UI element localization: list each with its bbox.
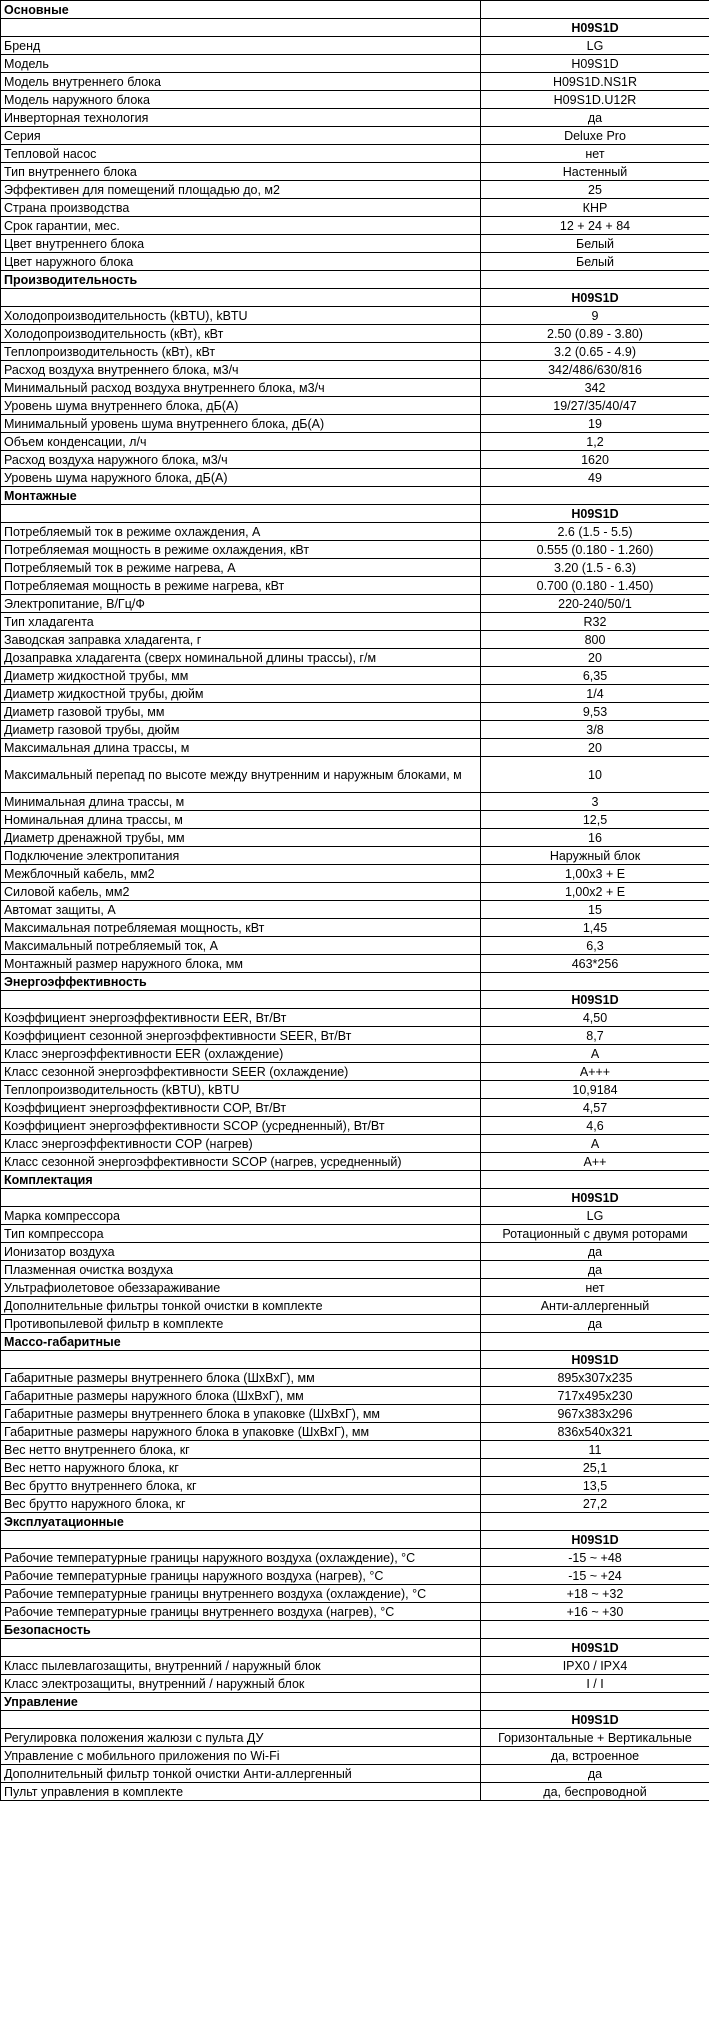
spec-name-cell: Диаметр жидкостной трубы, дюйм bbox=[1, 685, 481, 703]
spec-name-cell: Цвет внутреннего блока bbox=[1, 235, 481, 253]
spec-value-cell: Белый bbox=[481, 253, 709, 271]
spec-name-cell: Холодопроизводительность (kBTU), kBTU bbox=[1, 307, 481, 325]
spec-row bbox=[1, 739, 709, 757]
spec-value-cell: 895x307x235 bbox=[481, 1369, 709, 1387]
spec-value-cell: 1/4 bbox=[481, 685, 709, 703]
spec-value-cell: 3.20 (1.5 - 6.3) bbox=[481, 559, 709, 577]
spec-name-cell: Ультрафиолетовое обеззараживание bbox=[1, 1279, 481, 1297]
spec-row bbox=[1, 181, 709, 199]
section-header-row bbox=[1, 1513, 709, 1531]
spec-name-cell: Максимальная потребляемая мощность, кВт bbox=[1, 919, 481, 937]
spec-name-cell: Межблочный кабель, мм2 bbox=[1, 865, 481, 883]
spec-row bbox=[1, 829, 709, 847]
model-header-cell: H09S1D bbox=[481, 1711, 709, 1729]
section-header-empty-cell bbox=[481, 973, 709, 991]
spec-name-cell: Минимальный уровень шума внутреннего блока, дБ(А) bbox=[1, 415, 481, 433]
section-header-empty-cell bbox=[481, 1, 709, 19]
section-title: Эксплуатационные bbox=[1, 1513, 481, 1531]
spec-value-cell: Ротационный с двумя роторами bbox=[481, 1225, 709, 1243]
spec-row bbox=[1, 1243, 709, 1261]
spec-name-cell: Уровень шума наружного блока, дБ(А) bbox=[1, 469, 481, 487]
spec-value-cell: 463*256 bbox=[481, 955, 709, 973]
section-header-empty-cell bbox=[481, 271, 709, 289]
model-header-cell: H09S1D bbox=[481, 1639, 709, 1657]
spec-row bbox=[1, 1567, 709, 1585]
spec-row bbox=[1, 1765, 709, 1783]
spec-value-cell: нет bbox=[481, 145, 709, 163]
spec-row bbox=[1, 1225, 709, 1243]
section-header-empty-cell bbox=[481, 1513, 709, 1531]
spec-value-cell: да bbox=[481, 1261, 709, 1279]
spec-value-cell: 20 bbox=[481, 649, 709, 667]
spec-value-cell: 4,57 bbox=[481, 1099, 709, 1117]
spec-name-cell: Вес брутто наружного блока, кг bbox=[1, 1495, 481, 1513]
model-header-empty-cell bbox=[1, 1711, 481, 1729]
spec-value-cell: H09S1D.U12R bbox=[481, 91, 709, 109]
model-header-row bbox=[1, 19, 709, 37]
spec-row bbox=[1, 1675, 709, 1693]
spec-row bbox=[1, 721, 709, 739]
spec-value-cell: 25,1 bbox=[481, 1459, 709, 1477]
spec-name-cell: Рабочие температурные границы наружного воздуха (нагрев), °C bbox=[1, 1567, 481, 1585]
section-header-empty-cell bbox=[481, 1171, 709, 1189]
spec-name-cell: Заводская заправка хладагента, г bbox=[1, 631, 481, 649]
spec-row bbox=[1, 1783, 709, 1801]
spec-name-cell: Потребляемый ток в режиме нагрева, А bbox=[1, 559, 481, 577]
spec-row bbox=[1, 523, 709, 541]
spec-value-cell: да, встроенное bbox=[481, 1747, 709, 1765]
spec-name-cell: Тепловой насос bbox=[1, 145, 481, 163]
spec-name-cell: Коэффициент сезонной энергоэффективности SEER, Вт/Вт bbox=[1, 1027, 481, 1045]
spec-value-cell: 12,5 bbox=[481, 811, 709, 829]
spec-row bbox=[1, 649, 709, 667]
spec-row bbox=[1, 919, 709, 937]
spec-value-cell: 1,45 bbox=[481, 919, 709, 937]
model-header-row bbox=[1, 505, 709, 523]
spec-value-cell: 9,53 bbox=[481, 703, 709, 721]
spec-name-cell: Диаметр дренажной трубы, мм bbox=[1, 829, 481, 847]
model-header-cell: H09S1D bbox=[481, 505, 709, 523]
model-header-empty-cell bbox=[1, 505, 481, 523]
spec-row bbox=[1, 451, 709, 469]
spec-row bbox=[1, 253, 709, 271]
spec-row bbox=[1, 1747, 709, 1765]
spec-name-cell: Вес нетто наружного блока, кг bbox=[1, 1459, 481, 1477]
spec-name-cell: Потребляемая мощность в режиме нагрева, кВт bbox=[1, 577, 481, 595]
spec-value-cell: да bbox=[481, 1243, 709, 1261]
spec-row bbox=[1, 1117, 709, 1135]
spec-name-cell: Теплопроизводительность (кВт), кВт bbox=[1, 343, 481, 361]
spec-name-cell: Эффективен для помещений площадью до, м2 bbox=[1, 181, 481, 199]
section-header-row bbox=[1, 973, 709, 991]
spec-row bbox=[1, 217, 709, 235]
spec-name-cell: Автомат защиты, А bbox=[1, 901, 481, 919]
spec-value-cell: H09S1D bbox=[481, 55, 709, 73]
spec-name-cell: Уровень шума внутреннего блока, дБ(А) bbox=[1, 397, 481, 415]
spec-name-cell: Тип компрессора bbox=[1, 1225, 481, 1243]
model-header-cell: H09S1D bbox=[481, 991, 709, 1009]
spec-name-cell: Коэффициент энергоэффективности EER, Вт/Вт bbox=[1, 1009, 481, 1027]
spec-row bbox=[1, 1585, 709, 1603]
spec-row bbox=[1, 1423, 709, 1441]
spec-value-cell: да bbox=[481, 109, 709, 127]
spec-row bbox=[1, 631, 709, 649]
spec-value-cell: 12 + 24 + 84 bbox=[481, 217, 709, 235]
model-header-empty-cell bbox=[1, 1531, 481, 1549]
spec-name-cell: Класс электрозащиты, внутренний / наружный блок bbox=[1, 1675, 481, 1693]
spec-name-cell: Рабочие температурные границы внутреннего воздуха (нагрев), °C bbox=[1, 1603, 481, 1621]
spec-name-cell: Модель внутреннего блока bbox=[1, 73, 481, 91]
spec-row bbox=[1, 541, 709, 559]
spec-value-cell: 11 bbox=[481, 1441, 709, 1459]
spec-value-cell: 49 bbox=[481, 469, 709, 487]
spec-value-cell: 1,2 bbox=[481, 433, 709, 451]
spec-value-cell: 8,7 bbox=[481, 1027, 709, 1045]
spec-name-cell: Габаритные размеры наружного блока (ШхВхГ), мм bbox=[1, 1387, 481, 1405]
section-header-row bbox=[1, 1, 709, 19]
spec-name-cell: Управление с мобильного приложения по Wi-Fi bbox=[1, 1747, 481, 1765]
spec-row bbox=[1, 847, 709, 865]
spec-value-cell: 1620 bbox=[481, 451, 709, 469]
spec-name-cell: Диаметр газовой трубы, дюйм bbox=[1, 721, 481, 739]
section-header-empty-cell bbox=[481, 1693, 709, 1711]
spec-row bbox=[1, 235, 709, 253]
spec-value-cell: 0.555 (0.180 - 1.260) bbox=[481, 541, 709, 559]
spec-row bbox=[1, 1063, 709, 1081]
spec-name-cell: Расход воздуха наружного блока, м3/ч bbox=[1, 451, 481, 469]
spec-name-cell: Диаметр жидкостной трубы, мм bbox=[1, 667, 481, 685]
model-header-cell: H09S1D bbox=[481, 1189, 709, 1207]
spec-name-cell: Силовой кабель, мм2 bbox=[1, 883, 481, 901]
spec-row bbox=[1, 1495, 709, 1513]
spec-row bbox=[1, 1459, 709, 1477]
spec-name-cell: Рабочие температурные границы внутреннего воздуха (охлаждение), °C bbox=[1, 1585, 481, 1603]
spec-row bbox=[1, 199, 709, 217]
spec-row bbox=[1, 1081, 709, 1099]
model-header-cell: H09S1D bbox=[481, 19, 709, 37]
model-header-row bbox=[1, 1639, 709, 1657]
spec-value-cell: IPX0 / IPX4 bbox=[481, 1657, 709, 1675]
spec-value-cell: 6,35 bbox=[481, 667, 709, 685]
spec-name-cell: Страна производства bbox=[1, 199, 481, 217]
spec-value-cell: 9 bbox=[481, 307, 709, 325]
model-header-empty-cell bbox=[1, 1351, 481, 1369]
section-header-row bbox=[1, 1693, 709, 1711]
spec-row bbox=[1, 1549, 709, 1567]
spec-row bbox=[1, 577, 709, 595]
spec-name-cell: Плазменная очистка воздуха bbox=[1, 1261, 481, 1279]
spec-value-cell: +18 ~ +32 bbox=[481, 1585, 709, 1603]
spec-value-cell: 220-240/50/1 bbox=[481, 595, 709, 613]
spec-row bbox=[1, 397, 709, 415]
spec-name-cell: Рабочие температурные границы наружного воздуха (охлаждение), °C bbox=[1, 1549, 481, 1567]
spec-row bbox=[1, 1207, 709, 1225]
spec-name-cell: Бренд bbox=[1, 37, 481, 55]
spec-row bbox=[1, 703, 709, 721]
spec-value-cell: 717x495x230 bbox=[481, 1387, 709, 1405]
spec-name-cell: Класс пылевлагозащиты, внутренний / наружный блок bbox=[1, 1657, 481, 1675]
spec-name-cell: Серия bbox=[1, 127, 481, 145]
spec-name-cell: Регулировка положения жалюзи с пульта ДУ bbox=[1, 1729, 481, 1747]
spec-row bbox=[1, 145, 709, 163]
model-header-empty-cell bbox=[1, 289, 481, 307]
spec-name-cell: Противопылевой фильтр в комплекте bbox=[1, 1315, 481, 1333]
spec-value-cell: КНР bbox=[481, 199, 709, 217]
section-title: Комплектация bbox=[1, 1171, 481, 1189]
model-header-row bbox=[1, 1189, 709, 1207]
spec-value-cell: 2.6 (1.5 - 5.5) bbox=[481, 523, 709, 541]
spec-row bbox=[1, 37, 709, 55]
spec-row bbox=[1, 73, 709, 91]
spec-value-cell: 25 bbox=[481, 181, 709, 199]
spec-row bbox=[1, 1405, 709, 1423]
spec-name-cell: Максимальная длина трассы, м bbox=[1, 739, 481, 757]
spec-row bbox=[1, 163, 709, 181]
spec-row bbox=[1, 1261, 709, 1279]
spec-name-cell: Срок гарантии, мес. bbox=[1, 217, 481, 235]
spec-value-cell: A+++ bbox=[481, 1063, 709, 1081]
spec-name-cell: Монтажный размер наружного блока, мм bbox=[1, 955, 481, 973]
spec-name-cell: Максимальный потребляемый ток, А bbox=[1, 937, 481, 955]
model-header-empty-cell bbox=[1, 991, 481, 1009]
spec-name-cell: Дополнительный фильтр тонкой очистки Анти-аллергенный bbox=[1, 1765, 481, 1783]
spec-row bbox=[1, 1153, 709, 1171]
spec-value-cell: Наружный блок bbox=[481, 847, 709, 865]
spec-row bbox=[1, 1657, 709, 1675]
spec-name-cell: Дозаправка хладагента (сверх номинальной длины трассы), г/м bbox=[1, 649, 481, 667]
spec-value-cell: 13,5 bbox=[481, 1477, 709, 1495]
section-header-row bbox=[1, 1621, 709, 1639]
spec-value-cell: 19 bbox=[481, 415, 709, 433]
model-header-empty-cell bbox=[1, 1189, 481, 1207]
section-header-empty-cell bbox=[481, 1333, 709, 1351]
spec-value-cell: 836x540x321 bbox=[481, 1423, 709, 1441]
section-header-empty-cell bbox=[481, 487, 709, 505]
spec-name-cell: Марка компрессора bbox=[1, 1207, 481, 1225]
spec-name-cell: Холодопроизводительность (кВт), кВт bbox=[1, 325, 481, 343]
spec-value-cell: да, беспроводной bbox=[481, 1783, 709, 1801]
spec-value-cell: 3/8 bbox=[481, 721, 709, 739]
spec-value-cell: I / I bbox=[481, 1675, 709, 1693]
spec-row bbox=[1, 1369, 709, 1387]
spec-row bbox=[1, 865, 709, 883]
spec-name-cell: Потребляемая мощность в режиме охлаждения, кВт bbox=[1, 541, 481, 559]
spec-name-cell: Минимальная длина трассы, м bbox=[1, 793, 481, 811]
spec-row bbox=[1, 1027, 709, 1045]
spec-name-cell: Модель наружного блока bbox=[1, 91, 481, 109]
model-header-row bbox=[1, 991, 709, 1009]
spec-value-cell: H09S1D.NS1R bbox=[481, 73, 709, 91]
spec-row bbox=[1, 55, 709, 73]
spec-row bbox=[1, 469, 709, 487]
spec-name-cell: Расход воздуха внутреннего блока, м3/ч bbox=[1, 361, 481, 379]
spec-name-cell: Цвет наружного блока bbox=[1, 253, 481, 271]
model-header-cell: H09S1D bbox=[481, 1351, 709, 1369]
spec-value-cell: 1,00x2 + E bbox=[481, 883, 709, 901]
model-header-empty-cell bbox=[1, 19, 481, 37]
spec-name-cell: Потребляемый ток в режиме охлаждения, А bbox=[1, 523, 481, 541]
spec-row bbox=[1, 415, 709, 433]
spec-name-cell: Тип хладагента bbox=[1, 613, 481, 631]
spec-name-cell: Объем конденсации, л/ч bbox=[1, 433, 481, 451]
spec-name-cell: Максимальный перепад по высоте между внутренним и наружным блоками, м bbox=[1, 757, 481, 793]
model-header-cell: H09S1D bbox=[481, 289, 709, 307]
spec-name-cell: Теплопроизводительность (kBTU), kBTU bbox=[1, 1081, 481, 1099]
spec-row bbox=[1, 343, 709, 361]
spec-row bbox=[1, 811, 709, 829]
section-title: Производительность bbox=[1, 271, 481, 289]
spec-name-cell: Вес нетто внутреннего блока, кг bbox=[1, 1441, 481, 1459]
specifications-table-body bbox=[1, 1, 709, 1801]
spec-value-cell: да bbox=[481, 1315, 709, 1333]
spec-name-cell: Класс сезонной энергоэффективности SEER (охлаждение) bbox=[1, 1063, 481, 1081]
spec-name-cell: Габаритные размеры наружного блока в упаковке (ШхВхГ), мм bbox=[1, 1423, 481, 1441]
spec-row bbox=[1, 91, 709, 109]
spec-name-cell: Коэффициент энергоэффективности COP, Вт/Вт bbox=[1, 1099, 481, 1117]
spec-row bbox=[1, 937, 709, 955]
spec-value-cell: 342/486/630/816 bbox=[481, 361, 709, 379]
spec-row bbox=[1, 901, 709, 919]
spec-value-cell: 16 bbox=[481, 829, 709, 847]
spec-value-cell: -15 ~ +24 bbox=[481, 1567, 709, 1585]
spec-name-cell: Вес брутто внутреннего блока, кг bbox=[1, 1477, 481, 1495]
spec-row bbox=[1, 883, 709, 901]
spec-value-cell: 19/27/35/40/47 bbox=[481, 397, 709, 415]
spec-row bbox=[1, 1603, 709, 1621]
spec-row bbox=[1, 559, 709, 577]
spec-row bbox=[1, 1099, 709, 1117]
spec-name-cell: Минимальный расход воздуха внутреннего блока, м3/ч bbox=[1, 379, 481, 397]
spec-value-cell: 967x383x296 bbox=[481, 1405, 709, 1423]
spec-row bbox=[1, 109, 709, 127]
model-header-row bbox=[1, 1711, 709, 1729]
spec-name-cell: Подключение электропитания bbox=[1, 847, 481, 865]
model-header-row bbox=[1, 1531, 709, 1549]
section-title: Основные bbox=[1, 1, 481, 19]
spec-value-cell: 342 bbox=[481, 379, 709, 397]
spec-value-cell: -15 ~ +48 bbox=[481, 1549, 709, 1567]
spec-name-cell: Дополнительные фильтры тонкой очистки в комплекте bbox=[1, 1297, 481, 1315]
spec-row bbox=[1, 433, 709, 451]
spec-name-cell: Класс сезонной энергоэффективности SCOP (нагрев, усредненный) bbox=[1, 1153, 481, 1171]
spec-row bbox=[1, 361, 709, 379]
spec-value-cell: Deluxe Pro bbox=[481, 127, 709, 145]
spec-row bbox=[1, 307, 709, 325]
spec-value-cell: нет bbox=[481, 1279, 709, 1297]
spec-name-cell: Номинальная длина трассы, м bbox=[1, 811, 481, 829]
spec-value-cell: 1,00x3 + E bbox=[481, 865, 709, 883]
spec-value-cell: 3.2 (0.65 - 4.9) bbox=[481, 343, 709, 361]
spec-value-cell: 10 bbox=[481, 757, 709, 793]
spec-value-cell: да bbox=[481, 1765, 709, 1783]
spec-value-cell: 3 bbox=[481, 793, 709, 811]
spec-row bbox=[1, 1441, 709, 1459]
spec-row bbox=[1, 1477, 709, 1495]
spec-row bbox=[1, 127, 709, 145]
spec-value-cell: 15 bbox=[481, 901, 709, 919]
model-header-row bbox=[1, 1351, 709, 1369]
spec-row bbox=[1, 667, 709, 685]
model-header-empty-cell bbox=[1, 1639, 481, 1657]
model-header-row bbox=[1, 289, 709, 307]
spec-name-cell: Коэффициент энергоэффективности SCOP (усредненный), Вт/Вт bbox=[1, 1117, 481, 1135]
spec-row bbox=[1, 1135, 709, 1153]
spec-value-cell: A++ bbox=[481, 1153, 709, 1171]
spec-row bbox=[1, 325, 709, 343]
spec-value-cell: A bbox=[481, 1045, 709, 1063]
spec-name-cell: Ионизатор воздуха bbox=[1, 1243, 481, 1261]
spec-value-cell: 0.700 (0.180 - 1.450) bbox=[481, 577, 709, 595]
spec-name-cell: Пульт управления в комплекте bbox=[1, 1783, 481, 1801]
spec-row bbox=[1, 793, 709, 811]
spec-value-cell: 4,50 bbox=[481, 1009, 709, 1027]
section-header-row bbox=[1, 1171, 709, 1189]
spec-value-cell: 800 bbox=[481, 631, 709, 649]
spec-row bbox=[1, 955, 709, 973]
spec-value-cell: 2.50 (0.89 - 3.80) bbox=[481, 325, 709, 343]
spec-value-cell: 27,2 bbox=[481, 1495, 709, 1513]
section-header-empty-cell bbox=[481, 1621, 709, 1639]
spec-value-cell: 4,6 bbox=[481, 1117, 709, 1135]
spec-value-cell: A bbox=[481, 1135, 709, 1153]
section-title: Управление bbox=[1, 1693, 481, 1711]
spec-name-cell: Модель bbox=[1, 55, 481, 73]
spec-row bbox=[1, 1729, 709, 1747]
spec-name-cell: Инверторная технология bbox=[1, 109, 481, 127]
spec-row bbox=[1, 613, 709, 631]
section-title: Энергоэффективность bbox=[1, 973, 481, 991]
spec-row bbox=[1, 1009, 709, 1027]
spec-value-cell: 20 bbox=[481, 739, 709, 757]
spec-row bbox=[1, 1297, 709, 1315]
spec-row bbox=[1, 379, 709, 397]
section-header-row bbox=[1, 487, 709, 505]
spec-name-cell: Тип внутреннего блока bbox=[1, 163, 481, 181]
spec-row bbox=[1, 595, 709, 613]
section-title: Монтажные bbox=[1, 487, 481, 505]
section-header-row bbox=[1, 1333, 709, 1351]
spec-value-cell: +16 ~ +30 bbox=[481, 1603, 709, 1621]
spec-name-cell: Диаметр газовой трубы, мм bbox=[1, 703, 481, 721]
spec-row bbox=[1, 685, 709, 703]
spec-row bbox=[1, 1045, 709, 1063]
section-header-row bbox=[1, 271, 709, 289]
spec-row bbox=[1, 757, 709, 793]
section-title: Массо-габаритные bbox=[1, 1333, 481, 1351]
spec-value-cell: LG bbox=[481, 37, 709, 55]
spec-row bbox=[1, 1387, 709, 1405]
spec-name-cell: Электропитание, В/Гц/Ф bbox=[1, 595, 481, 613]
section-title: Безопасность bbox=[1, 1621, 481, 1639]
spec-value-cell: R32 bbox=[481, 613, 709, 631]
spec-row bbox=[1, 1279, 709, 1297]
spec-name-cell: Габаритные размеры внутреннего блока (ШхВхГ), мм bbox=[1, 1369, 481, 1387]
spec-value-cell: Настенный bbox=[481, 163, 709, 181]
spec-name-cell: Класс энергоэффективности COP (нагрев) bbox=[1, 1135, 481, 1153]
spec-value-cell: Белый bbox=[481, 235, 709, 253]
spec-row bbox=[1, 1315, 709, 1333]
spec-name-cell: Габаритные размеры внутреннего блока в упаковке (ШхВхГ), мм bbox=[1, 1405, 481, 1423]
spec-value-cell: Анти-аллергенный bbox=[481, 1297, 709, 1315]
model-header-cell: H09S1D bbox=[481, 1531, 709, 1549]
spec-value-cell: 6,3 bbox=[481, 937, 709, 955]
spec-value-cell: 10,9184 bbox=[481, 1081, 709, 1099]
spec-value-cell: LG bbox=[481, 1207, 709, 1225]
spec-name-cell: Класс энергоэффективности EER (охлаждение) bbox=[1, 1045, 481, 1063]
spec-value-cell: Горизонтальные + Вертикальные bbox=[481, 1729, 709, 1747]
